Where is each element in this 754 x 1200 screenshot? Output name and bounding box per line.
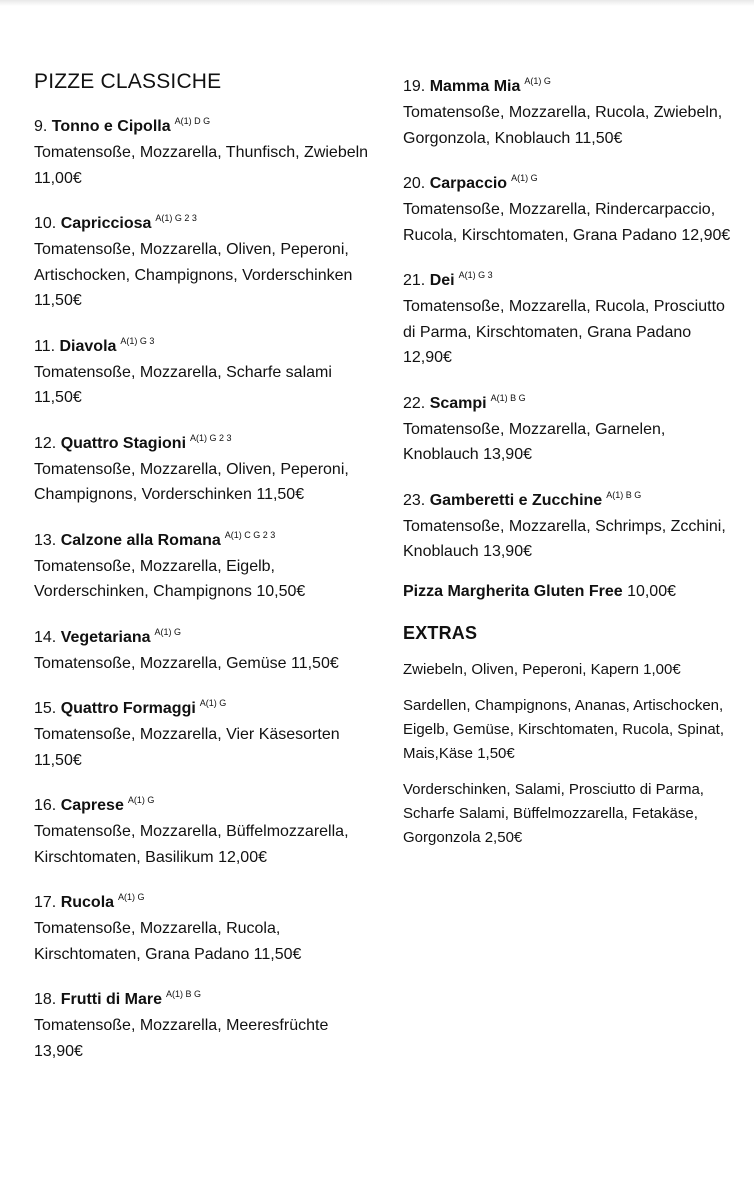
allergen-codes: A(1) G 3 [120, 335, 155, 346]
menu-item [34, 328, 374, 411]
allergen-codes: A(1) G [127, 795, 155, 805]
allergen-codes: A(1) G [524, 76, 551, 86]
menu-item [403, 68, 738, 151]
item-description: Tomatensoße, Mozzarella, Thunfisch, Zwiebeln 11,00€ [34, 144, 369, 187]
menu-item [403, 262, 738, 371]
item-name: 23. Gamberetti e Zucchine $^{A(1) B G}$ [403, 489, 642, 509]
item-name: 13. Calzone alla Romana $^{A(1) C G 2 3}$ [34, 529, 276, 549]
menu-item [34, 690, 374, 773]
item-description: Tomatensoße, Mozzarella, Rucola, Zwiebeln, Gorgonzola, Knoblauch 11,50€ [403, 104, 723, 147]
allergen-codes: A(1) G [118, 892, 145, 902]
allergen-codes: A(1) B G [166, 989, 202, 999]
item-description: Tomatensoße, Mozzarella, Meeresfrüchte 13,90€ [34, 1017, 329, 1060]
gluten-free-item [403, 579, 738, 605]
item-name: 16. Caprese $^{A(1) G}$ [34, 795, 155, 814]
item-description: Tomatensoße, Mozzarella, Rucola, Kirschtomaten, Grana Padano 11,50€ [34, 920, 302, 963]
item-name: 17. Rucola $^{A(1) G}$ [34, 892, 145, 911]
menu-item [403, 385, 738, 468]
menu-item [34, 981, 374, 1064]
gluten-free-name: Pizza Margherita Gluten Free [403, 582, 623, 600]
item-description: Tomatensoße, Mozzarella, Gemüse 11,50€ [34, 654, 339, 672]
item-description: Tomatensoße, Mozzarella, Rucola, Prosciutto di Parma, Kirschtomaten, Grana Padano 12,90€ [403, 298, 725, 366]
menu-item [34, 787, 374, 870]
item-name: 10. Capricciosa $^{A(1) G 2 3}$ [34, 213, 197, 232]
allergen-codes: A(1) G 2 3 [190, 432, 232, 443]
allergen-codes: A(1) B G [606, 489, 642, 500]
menu-item [34, 522, 374, 605]
item-description: Tomatensoße, Mozzarella, Schrimps, Zcchini, Knoblauch 13,90€ [403, 517, 726, 560]
item-name: 20. Carpaccio $^{A(1) G}$ [403, 173, 538, 192]
item-name: 19. Mamma Mia $^{A(1) G}$ [403, 76, 551, 95]
menu-item [403, 482, 738, 565]
item-description: Tomatensoße, Mozzarella, Eigelb, Vorderschinken, Champignons 10,50€ [34, 557, 306, 600]
allergen-codes: A(1) G 2 3 [155, 213, 197, 223]
item-description: Tomatensoße, Mozzarella, Rindercarpaccio, Rucola, Kirschtomaten, Grana Padano 12,90€ [403, 201, 731, 244]
item-description: Tomatensoße, Mozzarella, Büffelmozzarella, Kirschtomaten, Basilikum 12,00€ [34, 823, 349, 866]
section-title-pizze-classiche: PIZZE CLASSICHE [34, 70, 222, 93]
item-name: 22. Scampi $^{A(1) B G}$ [403, 392, 526, 412]
allergen-codes: A(1) D G [174, 116, 211, 126]
item-description: Tomatensoße, Mozzarella, Vier Käsesorten 11,50€ [34, 726, 340, 769]
gluten-free-price: 10,00€ [627, 582, 676, 600]
item-name: 11. Diavola $^{A(1) G 3}$ [34, 335, 155, 355]
menu-column-left [34, 68, 374, 1078]
item-name: 14. Vegetariana $^{A(1) G}$ [34, 626, 182, 646]
menu-item [34, 108, 374, 191]
allergen-codes: A(1) G [511, 173, 538, 183]
allergen-codes: A(1) G [154, 626, 182, 637]
menu-item [34, 619, 374, 677]
allergen-codes: A(1) C G 2 3 [224, 529, 276, 540]
item-name: 9. Tonno e Cipolla $^{A(1) D G}$ [34, 116, 211, 135]
item-name: 21. Dei $^{A(1) G 3}$ [403, 270, 493, 289]
section-title-extras: EXTRAS [403, 622, 478, 643]
menu-item [34, 425, 374, 508]
menu-item [34, 884, 374, 967]
item-description: Tomatensoße, Mozzarella, Garnelen, Knoblauch 13,90€ [403, 420, 666, 463]
extras-line: Zwiebeln, Oliven, Peperoni, Kapern 1,00€ [403, 660, 681, 678]
extras-line: Vorderschinken, Salami, Prosciutto di Parma, Scharfe Salami, Büffelmozzarella, Fetakäse, Gorgonzola 2,50€ [403, 780, 704, 846]
menu-item [403, 165, 738, 248]
item-description: Tomatensoße, Mozzarella, Oliven, Peperoni, Champignons, Vorderschinken 11,50€ [34, 460, 349, 503]
item-name: 12. Quattro Stagioni $^{A(1) G 2 3}$ [34, 432, 232, 452]
item-name: 15. Quattro Formaggi $^{A(1) G}$ [34, 698, 227, 717]
item-description: Tomatensoße, Mozzarella, Oliven, Peperoni, Artischocken, Champignons, Vorderschinken 11,50€ [34, 241, 353, 309]
allergen-codes: A(1) G [199, 698, 227, 708]
top-edge-shadow [0, 0, 754, 6]
extras-line: Sardellen, Champignons, Ananas, Artischocken, Eigelb, Gemüse, Kirschtomaten, Rucola, Spinat, Mais,Käse 1,50€ [403, 696, 724, 762]
menu-item [34, 205, 374, 314]
item-description: Tomatensoße, Mozzarella, Scharfe salami 11,50€ [34, 363, 332, 406]
item-name: 18. Frutti di Mare $^{A(1) B G}$ [34, 989, 202, 1008]
allergen-codes: A(1) B G [490, 392, 526, 403]
allergen-codes: A(1) G 3 [458, 270, 493, 280]
menu-column-right [403, 68, 738, 862]
